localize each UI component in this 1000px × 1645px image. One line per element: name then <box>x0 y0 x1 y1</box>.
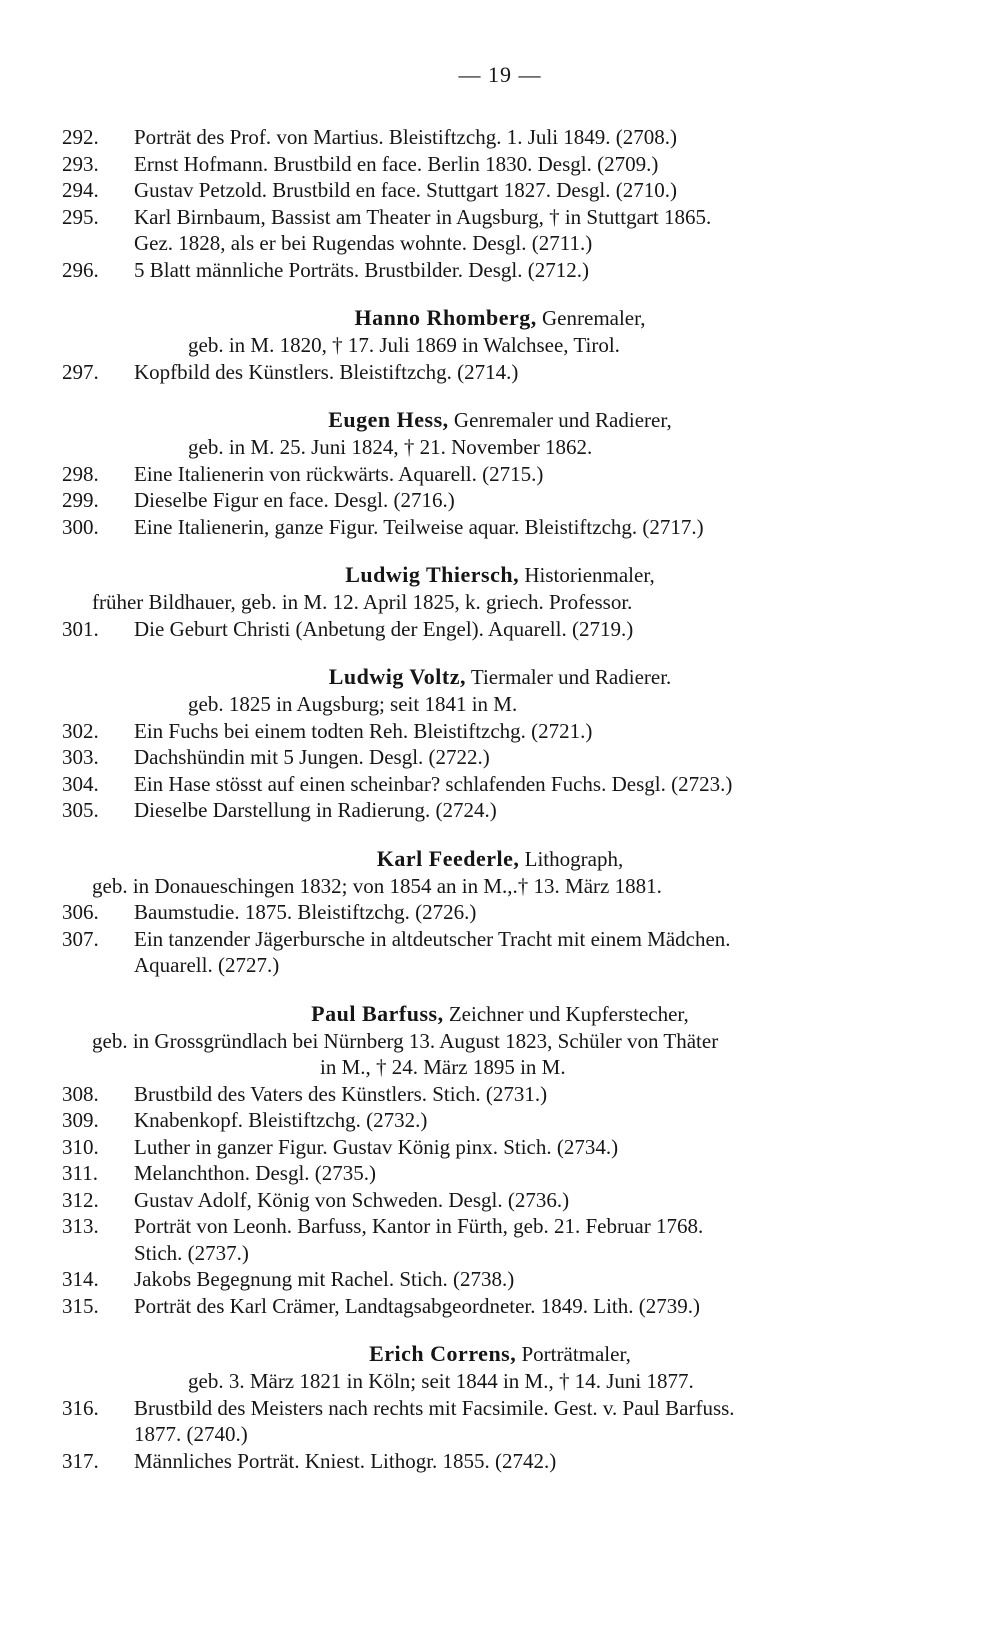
catalog-entry-line <box>0 899 1000 926</box>
artist-bio <box>0 691 1000 718</box>
entry-text: Ein tanzender Jägerbursche in altdeutscher Tracht mit einem Mädchen. <box>134 926 731 951</box>
entry-number: 314. <box>62 1267 99 1291</box>
entry-number: 299. <box>62 488 99 512</box>
artist-name: Erich Correns, <box>369 1341 517 1366</box>
entry-text: 5 Blatt männliche Porträts. Brustbilder. Desgl. (2712.) <box>134 257 589 282</box>
catalog-entry-line <box>0 230 1000 257</box>
entry-number: 307. <box>62 926 99 951</box>
entry-text: Gustav Petzold. Brustbild en face. Stuttgart 1827. Desgl. (2710.) <box>134 178 677 202</box>
catalog-entry-line <box>0 1395 1000 1422</box>
catalog-entry-line <box>0 1448 1000 1475</box>
artist-heading <box>0 999 1000 1028</box>
artist-heading-line <box>0 303 1000 333</box>
entry-text: Jakobs Begegnung mit Rachel. Stich. (2738.) <box>134 1267 515 1291</box>
entry-number: 303. <box>62 745 99 769</box>
artist-bio <box>0 873 1000 900</box>
artist-role: Genremaler und Radierer, <box>448 408 672 432</box>
entry-number: 302. <box>62 718 99 743</box>
catalog-entry-line <box>0 771 1000 798</box>
artist-heading <box>0 560 1000 589</box>
entry-number: 306. <box>62 900 99 924</box>
catalog-entry-line <box>0 124 1000 151</box>
catalog-entry-line <box>0 616 1000 643</box>
artist-heading-line <box>0 405 1000 435</box>
entry-number: 292. <box>62 125 99 149</box>
catalog-entry-line <box>0 1293 1000 1320</box>
artist-bio-text: geb. in Donaueschingen 1832; von 1854 an in M.,.† 13. März 1881. <box>92 873 662 898</box>
entry-text: Ein Fuchs bei einem todten Reh. Bleistiftzchg. (2721.) <box>134 718 593 743</box>
artist-name: Hanno Rhomberg, <box>354 305 537 330</box>
artist-role: Zeichner und Kupferstecher, <box>443 1001 689 1026</box>
artist-role: Genremaler, <box>536 306 646 330</box>
artist-role: Porträtmaler, <box>516 1342 631 1366</box>
catalog-entry-line <box>0 1134 1000 1161</box>
artist-role: Historienmaler, <box>519 563 655 587</box>
entry-text: Die Geburt Christi (Anbetung der Engel). Aquarell. (2719.) <box>134 616 634 641</box>
artist-bio <box>0 332 1000 359</box>
artist-name: Eugen Hess, <box>328 407 449 432</box>
entry-number: 304. <box>62 771 99 796</box>
entry-number: 300. <box>62 514 99 539</box>
entry-text: Brustbild des Vaters des Künstlers. Stich. (2731.) <box>134 1081 548 1106</box>
entry-number: 317. <box>62 1448 99 1473</box>
entry-text: Gustav Adolf, König von Schweden. Desgl. (2736.) <box>134 1187 570 1212</box>
artist-bio-text: geb. in M. 25. Juni 1824, † 21. November 1862. <box>188 435 593 459</box>
entry-number: 298. <box>62 461 99 486</box>
entry-number: 312. <box>62 1187 99 1212</box>
entry-number: 296. <box>62 257 99 282</box>
artist-heading-line <box>0 662 1000 692</box>
artist-bio-text: früher Bildhauer, geb. in M. 12. April 1825, k. griech. Professor. <box>92 590 633 614</box>
entry-text: 1877. (2740.) <box>134 1422 248 1446</box>
entry-number: 311. <box>62 1161 98 1185</box>
catalog-entry-line <box>0 1107 1000 1134</box>
entry-text: Eine Italienerin, ganze Figur. Teilweise aquar. Bleistiftzchg. (2717.) <box>134 514 704 539</box>
artist-heading <box>0 844 1000 873</box>
artist-heading-line <box>0 999 1000 1029</box>
entry-text: Porträt von Leonh. Barfuss, Kantor in Fürth, geb. 21. Februar 1768. <box>134 1214 704 1238</box>
catalog-entry-line <box>0 1081 1000 1108</box>
catalog-entry-line <box>0 487 1000 514</box>
artist-role: Lithograph, <box>519 846 624 871</box>
entry-text: Knabenkopf. Bleistiftzchg. (2732.) <box>134 1108 428 1132</box>
catalog-entry-line <box>0 257 1000 284</box>
catalog-entry-line <box>0 461 1000 488</box>
entry-text: Melanchthon. Desgl. (2735.) <box>134 1161 377 1185</box>
entry-text: Karl Birnbaum, Bassist am Theater in Augsburg, † in Stuttgart 1865. <box>134 204 712 229</box>
catalog-entry-line <box>0 151 1000 178</box>
entry-number: 305. <box>62 798 99 822</box>
catalog-entry-line <box>0 359 1000 386</box>
artist-name: Ludwig Thiersch, <box>345 562 520 587</box>
catalog-entries <box>0 124 1000 1474</box>
entry-text: Porträt des Prof. von Martius. Bleistiftzchg. 1. Juli 1849. (2708.) <box>134 125 678 149</box>
artist-heading <box>0 1339 1000 1368</box>
entry-number: 308. <box>62 1081 99 1106</box>
artist-heading <box>0 303 1000 332</box>
artist-heading <box>0 405 1000 434</box>
artist-bio <box>0 589 1000 616</box>
entry-text: Baumstudie. 1875. Bleistiftzchg. (2726.) <box>134 900 477 924</box>
artist-bio-text: geb. 1825 in Augsburg; seit 1841 in M. <box>188 692 518 716</box>
entry-number: 315. <box>62 1293 99 1318</box>
artist-heading-line <box>0 560 1000 590</box>
entry-text: Dieselbe Figur en face. Desgl. (2716.) <box>134 488 455 512</box>
artist-bio-text: in M., † 24. März 1895 in M. <box>320 1055 566 1079</box>
entry-text: Kopfbild des Künstlers. Bleistiftzchg. (2714.) <box>134 359 519 384</box>
entry-number: 309. <box>62 1108 99 1132</box>
artist-bio <box>0 1368 1000 1395</box>
catalog-entry-line <box>0 718 1000 745</box>
artist-bio-text: geb. 3. März 1821 in Köln; seit 1844 in M., † 14. Juni 1877. <box>188 1369 694 1393</box>
catalog-entry-line <box>0 204 1000 231</box>
catalog-entry-line <box>0 926 1000 953</box>
catalog-entry-line <box>0 1187 1000 1214</box>
catalog-entry-line <box>0 1213 1000 1240</box>
artist-role: Tiermaler und Radierer. <box>466 665 672 689</box>
catalog-entry-line <box>0 177 1000 204</box>
catalog-entry-line <box>0 1160 1000 1187</box>
catalog-entry-line <box>0 952 1000 979</box>
entry-number: 294. <box>62 178 99 202</box>
entry-text: Gez. 1828, als er bei Rugendas wohnte. Desgl. (2711.) <box>134 231 593 255</box>
artist-heading-line <box>0 1339 1000 1369</box>
page-number: — 19 — <box>458 62 542 87</box>
catalog-entry-line <box>0 1421 1000 1448</box>
entry-number: 316. <box>62 1395 99 1420</box>
entry-text: Männliches Porträt. Kniest. Lithogr. 1855. (2742.) <box>134 1448 557 1473</box>
entry-number: 295. <box>62 204 99 229</box>
artist-heading <box>0 662 1000 691</box>
entry-text: Brustbild des Meisters nach rechts mit Facsimile. Gest. v. Paul Barfuss. <box>134 1395 735 1420</box>
catalog-entry-line <box>0 1266 1000 1293</box>
artist-name: Karl Feederle, <box>376 845 520 871</box>
entry-number: 297. <box>62 359 99 384</box>
entry-text: Eine Italienerin von rückwärts. Aquarell. (2715.) <box>134 461 544 486</box>
entry-text: Porträt des Karl Crämer, Landtagsabgeordneter. 1849. Lith. (2739.) <box>134 1293 700 1318</box>
artist-name: Paul Barfuss, <box>311 1000 444 1026</box>
entry-number: 310. <box>62 1134 99 1159</box>
artist-bio <box>0 434 1000 461</box>
artist-bio <box>0 1028 1000 1055</box>
entry-text: Stich. (2737.) <box>134 1240 249 1265</box>
entry-text: Ein Hase stösst auf einen scheinbar? schlafenden Fuchs. Desgl. (2723.) <box>134 771 733 796</box>
entry-number: 313. <box>62 1214 99 1238</box>
catalog-entry-line <box>0 1240 1000 1267</box>
entry-text: Dieselbe Darstellung in Radierung. (2724.) <box>134 798 497 822</box>
catalog-entry-line <box>0 744 1000 771</box>
artist-heading-line <box>0 844 1000 874</box>
artist-bio <box>0 1054 1000 1081</box>
entry-text: Aquarell. (2727.) <box>134 953 280 977</box>
artist-name: Ludwig Voltz, <box>328 664 467 689</box>
entry-number: 301. <box>62 616 99 641</box>
entry-text: Luther in ganzer Figur. Gustav König pinx. Stich. (2734.) <box>134 1134 619 1159</box>
artist-bio-text: geb. in M. 1820, † 17. Juli 1869 in Walchsee, Tirol. <box>188 333 620 357</box>
artist-bio-text: geb. in Grossgründlach bei Nürnberg 13. August 1823, Schüler von Thäter <box>92 1028 719 1053</box>
entry-number: 293. <box>62 151 99 176</box>
entry-text: Dachshündin mit 5 Jungen. Desgl. (2722.) <box>134 745 490 769</box>
catalog-entry-line <box>0 514 1000 541</box>
catalog-entry-line <box>0 797 1000 824</box>
entry-text: Ernst Hofmann. Brustbild en face. Berlin 1830. Desgl. (2709.) <box>134 151 659 176</box>
